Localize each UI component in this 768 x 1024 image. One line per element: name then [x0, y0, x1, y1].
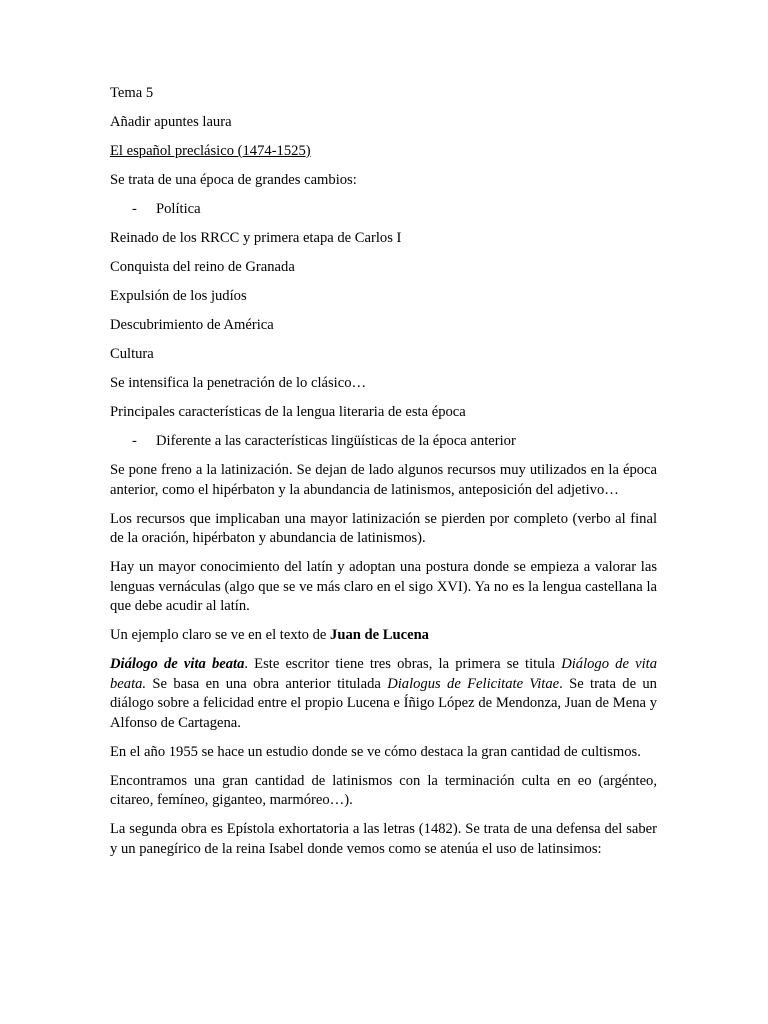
section-heading: El español preclásico (1474-1525) — [110, 143, 311, 159]
work-title-italic: Diálogo de vita beata. — [110, 656, 657, 692]
list-dash: - — [132, 201, 137, 217]
paragraph-latinismos: Encontramos una gran cantidad de latinismos con la terminación culta en eo (argénteo, citareo, femíneo, giganteo, marmóreo…). — [110, 772, 657, 808]
document-body — [110, 84, 657, 869]
paragraph-estudio: En el año 1955 se hace un estudio donde se ve cómo destaca la gran cantidad de cultismos. — [110, 743, 641, 760]
paragraph-cultura: Cultura — [110, 346, 154, 362]
paragraph-segunda-obra: La segunda obra es Epístola exhortatoria a las letras (1482). Se trata de una defensa del saber y un panegírico de la reina Isabel donde vemos como se atenúa el uso de latinsimos: — [110, 821, 657, 857]
list-item-politica — [110, 200, 657, 220]
paragraph-ejemplo — [110, 626, 657, 646]
paragraph-intro: Se trata de una época de grandes cambios: — [110, 172, 357, 188]
author-name: Juan de Lucena — [330, 627, 429, 643]
paragraph-reinado: Reinado de los RRCC y primera etapa de Carlos I — [110, 230, 402, 246]
paragraph-freno: Se pone freno a la latinización. Se dejan de lado algunos recursos muy utilizados en la época anterior, como el hipérbaton y la abundancia de latinismos, anteposición del adjetivo… — [110, 462, 657, 498]
list-dash: - — [132, 433, 137, 449]
dialogo-text-1: . Este escritor tiene tres obras, la primera se titula — [244, 656, 562, 672]
paragraph-principales: Principales características de la lengua literaria de esta época — [110, 404, 466, 420]
paragraph-conquista: Conquista del reino de Granada — [110, 259, 295, 275]
dialogo-text-3: . Se trata de un diálogo sobre a felicidad entre el propio Lucena e Íñigo López de Mendonza, Juan de Mena y Alfonso de Cartagena. — [110, 675, 657, 731]
paragraph-descubrimiento: Descubrimiento de América — [110, 317, 274, 333]
list-item-text: Diferente a las características lingüísticas de la época anterior — [156, 433, 516, 449]
paragraph-dialogo — [110, 655, 657, 733]
source-title-italic: Dialogus de Felicitate Vitae — [387, 675, 560, 692]
work-title-bold: Diálogo de vita beata — [110, 656, 245, 672]
paragraph-anadir-apuntes: Añadir apuntes laura — [110, 114, 232, 130]
list-item-diferente — [110, 432, 657, 452]
paragraph-conocimiento: Hay un mayor conocimiento del latín y adoptan una postura donde se empieza a valorar las lenguas vernáculas (algo que se ve más claro en el sigo XVI). Ya no es la lengua castellana la que debe acudir al latín. — [110, 559, 657, 614]
paragraph-expulsion: Expulsión de los judíos — [110, 288, 247, 304]
paragraph-recursos: Los recursos que implicaban una mayor latinización se pierden por completo (verbo al final de la oración, hipérbaton y abundancia de latinismos). — [110, 510, 657, 546]
paragraph-penetracion: Se intensifica la penetración de lo clásico… — [110, 375, 367, 391]
dialogo-text-2: Se basa en una obra anterior titulada — [146, 675, 388, 692]
paragraph-tema: Tema 5 — [110, 85, 154, 101]
ejemplo-text: Un ejemplo claro se ve en el texto de — [110, 627, 331, 643]
list-item-text: Política — [156, 201, 201, 217]
